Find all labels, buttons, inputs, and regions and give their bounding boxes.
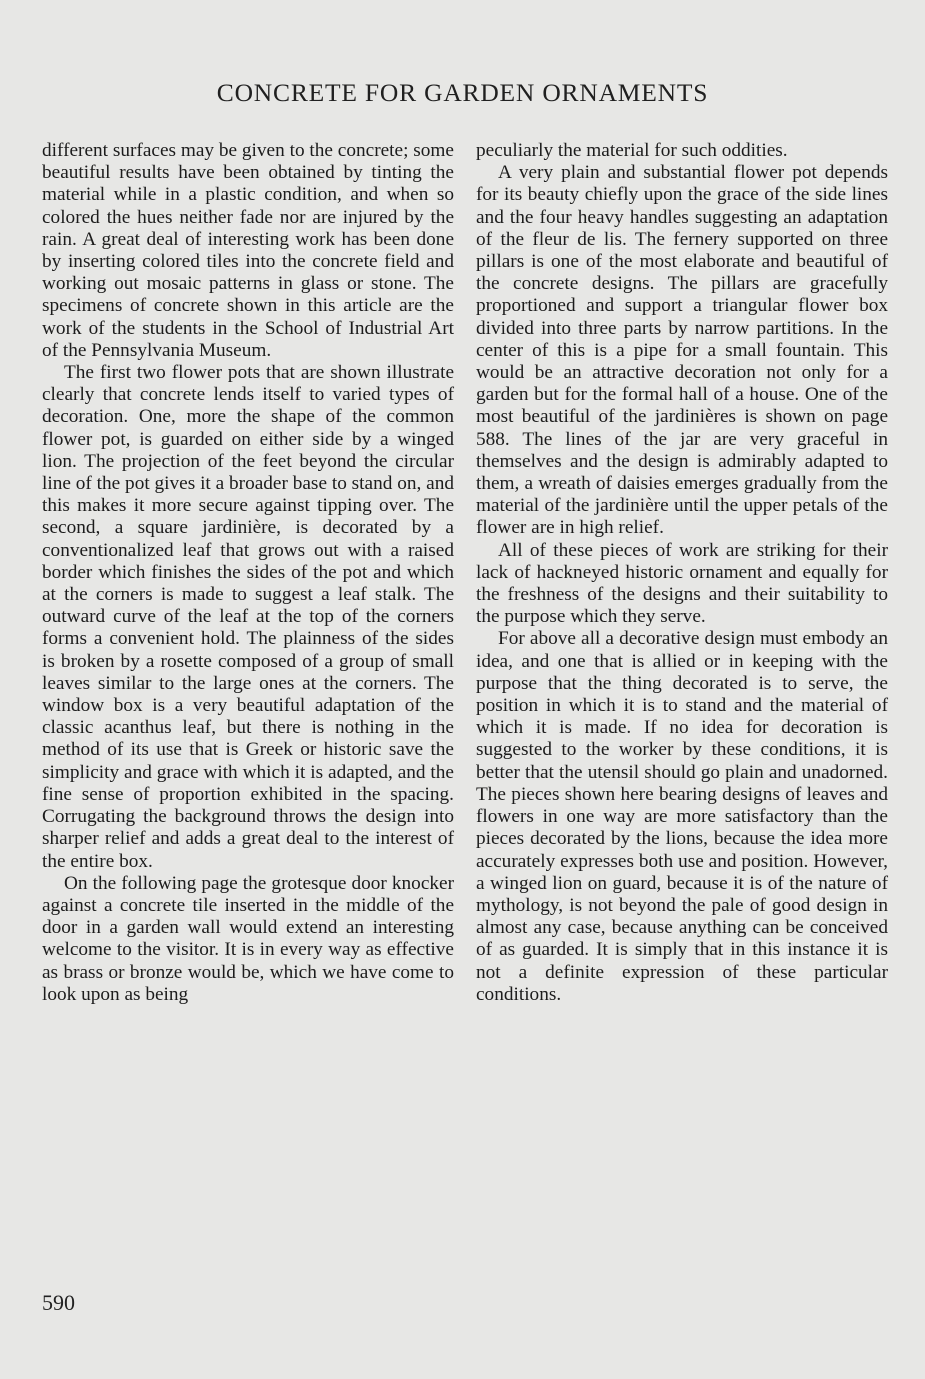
right-paragraph-1: peculiarly the material for such oddities.	[476, 140, 788, 161]
running-head-title: CONCRETE FOR GARDEN ORNAMENTS	[216, 78, 709, 107]
page-number: 590	[42, 1290, 75, 1315]
left-text-column	[42, 140, 454, 1006]
left-paragraph-3: On the following page the grotesque door knocker against a concrete tile inserted in the middle of the door in a garden wall would extend an interesting welcome to the visitor. It is in every way as effective as brass or bronze would be, which we have come to look upon as being	[42, 872, 454, 1005]
left-paragraph-1: different surfaces may be given to the concrete; some beautiful results have been obtained by tinting the material while in a plastic condition, and when so colored the hues neither fade nor are injured by the rain. A great deal of interesting work has been done by inserting colored tiles into the concrete field and working out mosaic patterns in glass or stone. The specimens of concrete shown in this article are the work of the students in the School of Industrial Art of the Pennsylvania Museum.	[42, 140, 454, 361]
right-paragraph-3: All of these pieces of work are striking for their lack of hackneyed historic ornament and equally for the freshness of the designs and their suitability to the purpose which they serve.	[476, 539, 888, 628]
left-paragraph-2: The first two flower pots that are shown illustrate clearly that concrete lends itself to varied types of decoration. One, more the shape of the common flower pot, is guarded on either side by a winged lion. The projection of the feet beyond the circular line of the pot gives it a broader base to stand on, and this makes it more secure against tipping over. The second, a square jardinière, is decorated by a conventionalized leaf that grows out with a raised border which finishes the sides of the pot and which at the corners is made to suggest a leaf stalk. The outward curve of the leaf at the top of the corners forms a convenient hold. The plainness of the sides is broken by a rosette composed of a group of small leaves similar to the large ones at the corners. The window box is a very beautiful adaptation of the classic acanthus leaf, but there is nothing in the method of its use that is Greek or historic save the simplicity and grace with which it is adapted, and the fine sense of proportion exhibited in the spacing. Corrugating the background throws the design into sharper relief and adds a great deal to the interest of the entire box.	[42, 362, 454, 872]
right-paragraph-4: For above all a decorative design must embody an idea, and one that is allied or in keeping with the purpose that the thing decorated is to serve, the position in which it is to stand and the material of which it is made. If no idea for decoration is suggested to the worker by these conditions, it is better that the utensil should go plain and unadorned. The pieces shown here bearing designs of leaves and flowers in one way are more satisfactory than the pieces decorated by the lions, because the idea more accurately expresses both use and position. However, a winged lion on guard, because it is of the nature of mythology, is not beyond the pale of good design in almost any case, because anything can be conceived of as guarded. It is simply that in this instance it is not a definite expression of these particular conditions.	[476, 628, 888, 1005]
right-paragraph-2: A very plain and substantial flower pot depends for its beauty chiefly upon the grace of the side lines and the four heavy handles suggesting an adaptation of the fleur de lis. The fernery supported on three pillars is one of the most elaborate and beautiful of the concrete designs. The pillars are gracefully proportioned and support a triangular flower box divided into three parts by narrow partitions. In the center of this is a pipe for a small fountain. This would be an attractive decoration not only for a garden but for the formal hall of a house. One of the most beautiful of the jardinières is shown on page 588. The lines of the jar are very graceful in themselves and the design is admirably adapted to them, a wreath of daisies emerges gradually from the material of the jardinière until the upper petals of the flower are in high relief.	[476, 162, 888, 539]
right-text-column	[476, 140, 888, 1006]
